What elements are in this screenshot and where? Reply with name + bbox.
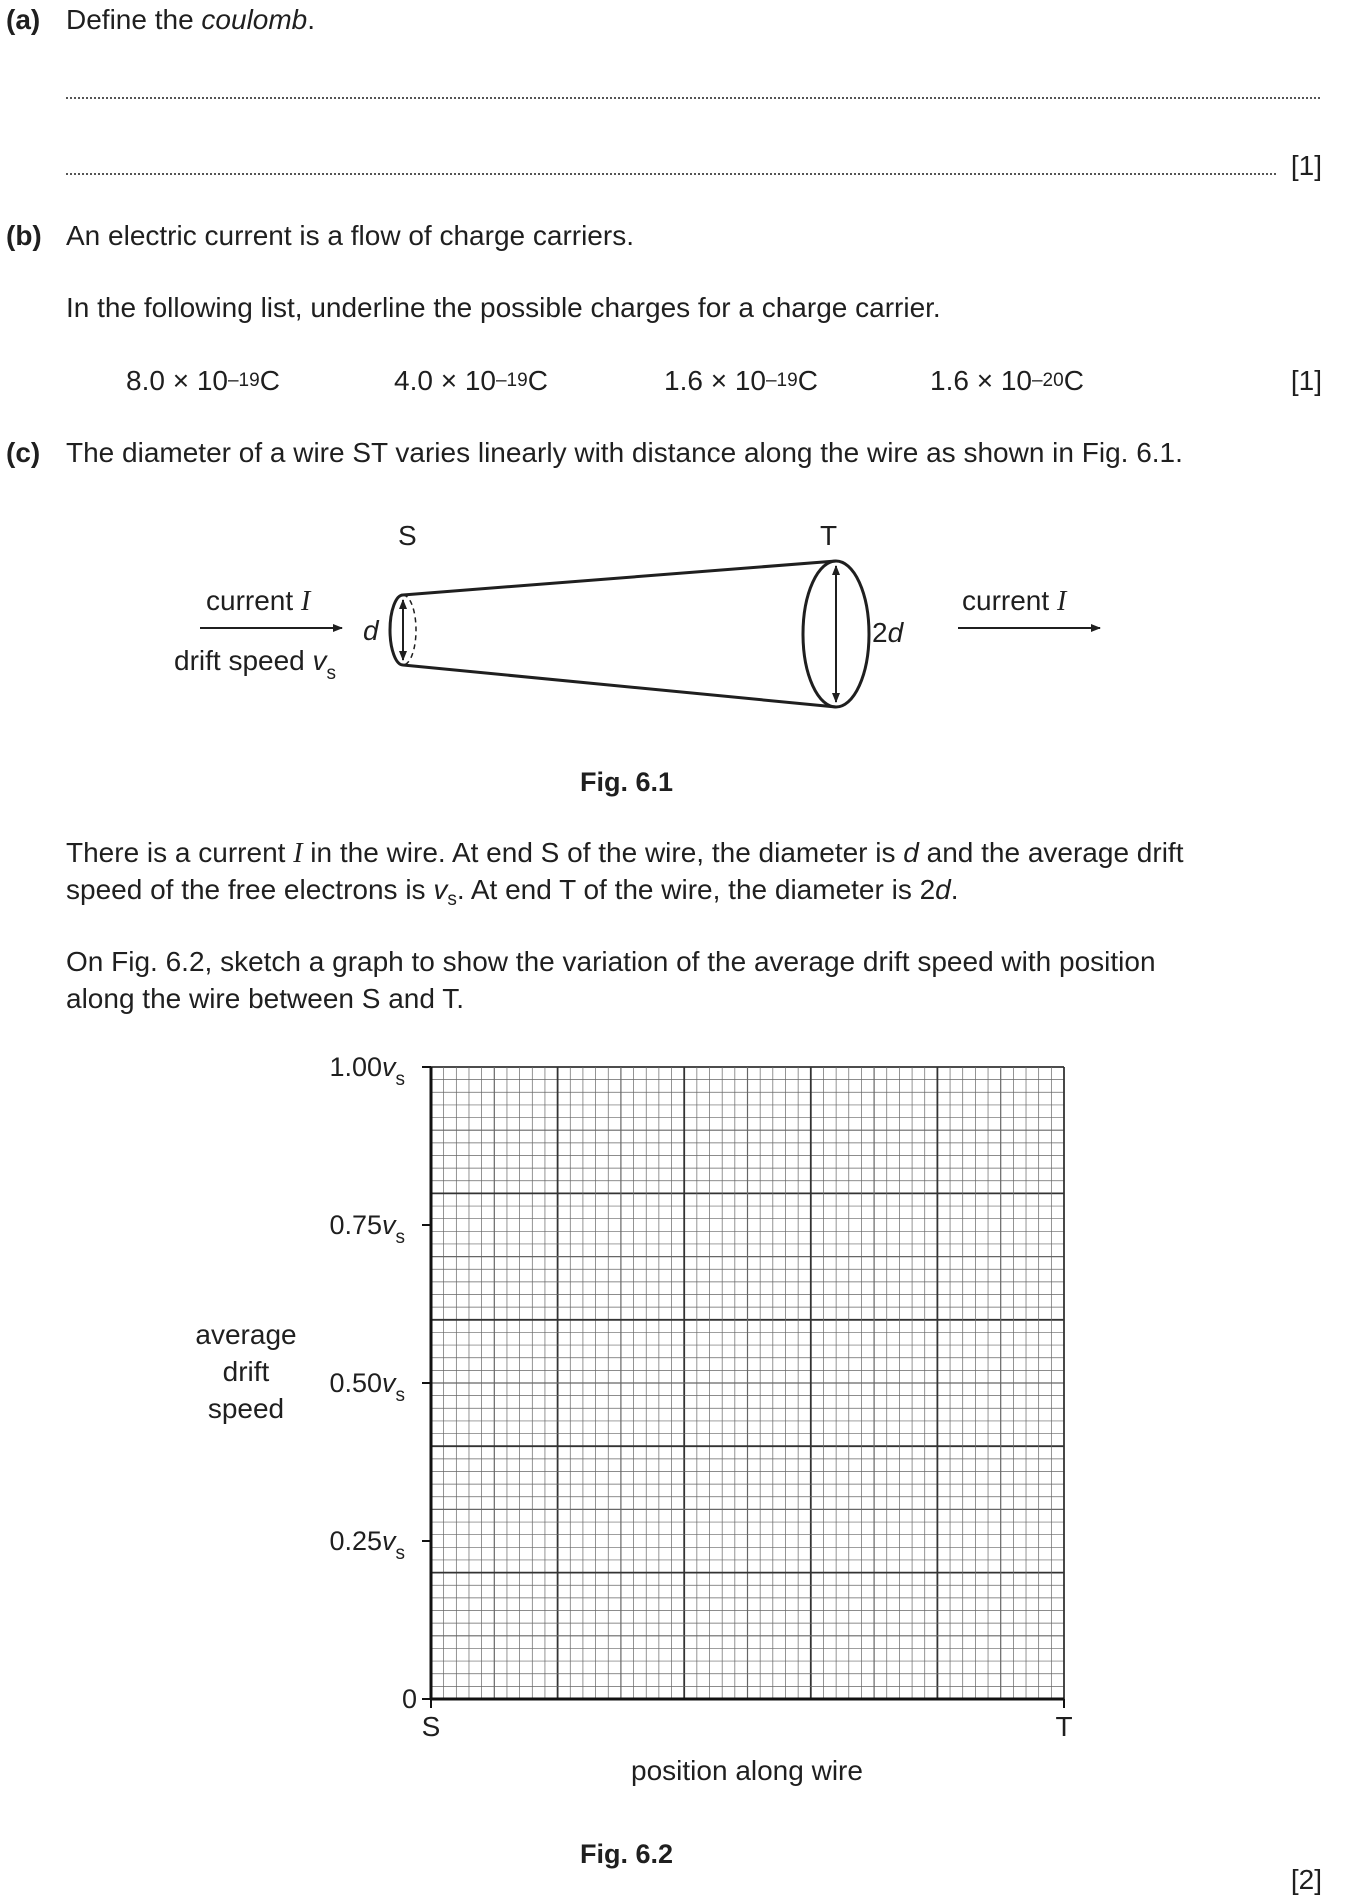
part-c-text: The diameter of a wire ST varies linearly with distance along the wire as shown in Fig. 6.1. [66,437,1183,468]
y-tick-label: $1.00v_s$ [329,1052,405,1090]
y-axis-label-line-2: drift [222,1356,270,1387]
part-a-question: Define the coulomb. [66,4,316,35]
fig-6-1-wire-diagram [0,500,1370,740]
x-tick-label-s: S [421,1711,441,1742]
y-tick-label: $0.75v_s$ [329,1210,405,1248]
part-c-paragraph-2-line-1: On Fig. 6.2, sketch a graph to show the variation of the average drift speed with position [66,946,1156,977]
part-c-label: (c) [6,437,41,468]
coulomb-term: coulomb [201,4,308,35]
charge-option-1[interactable]: $8.0 \times 10^{-19}C$ [126,365,280,396]
part-c-mark: [2] [1290,1864,1322,1895]
part-b-text: An electric current is a flow of charge carriers. [66,220,634,251]
part-b-label: (b) [6,220,42,251]
fig1-current-in-label: current I [206,585,311,617]
charge-option-3[interactable]: $1.6 \times 10^{-19}C$ [664,365,818,396]
part-c-paragraph-1-line-2: speed of the free electrons is $v_s$. At end T of the wire, the diameter is 2d. [66,874,959,910]
fig1-label-t: T [820,520,838,551]
y-tick-label: 0 [401,1684,417,1714]
part-a-label: (a) [6,4,41,35]
part-a-text: Define the [66,4,202,35]
y-axis-label-line-3: speed [207,1393,285,1424]
fig1-diameter-2d-label: 2d [872,617,904,648]
y-tick-label: $0.50v_s$ [329,1368,405,1406]
fig1-diameter-d-label: d [363,615,379,646]
y-tick-label: $0.25v_s$ [329,1526,405,1564]
y-axis-label-line-1: average [195,1319,297,1350]
fig1-end-s-front [390,595,403,665]
fig1-drift-speed-label: drift speed $v_s$ [174,645,337,684]
fig-6-1-caption: Fig. 6.1 [580,767,674,797]
fig-6-2-caption: Fig. 6.2 [580,1839,674,1869]
part-b-mark: [1] [1290,365,1322,396]
x-axis-label: position along wire [631,1755,863,1786]
fig-6-2-graph[interactable] [0,1040,1370,1786]
fig1-wire-top-edge [403,561,836,595]
fig1-current-out-label: current I [962,585,1067,617]
charge-option-4[interactable]: $1.6 \times 10^{-20}C$ [930,365,1084,396]
fig1-label-s: S [398,520,417,551]
answer-line-2[interactable] [66,173,1276,175]
answer-line-1[interactable] [66,97,1320,99]
fig1-wire-bottom-edge [403,665,836,707]
part-b-instruction: In the following list, underline the possible charges for a charge carrier. [66,292,941,323]
part-c-paragraph-1-line-1: There is a current I in the wire. At end S of the wire, the diameter is d and the average drift [66,837,1184,869]
part-c-paragraph-2-line-2: along the wire between S and T. [66,983,464,1014]
x-tick-label-t: T [1055,1711,1073,1742]
fig1-end-s-back [403,595,416,665]
part-a-mark: [1] [1290,150,1322,181]
charge-option-2[interactable]: $4.0 \times 10^{-19}C$ [394,365,548,396]
